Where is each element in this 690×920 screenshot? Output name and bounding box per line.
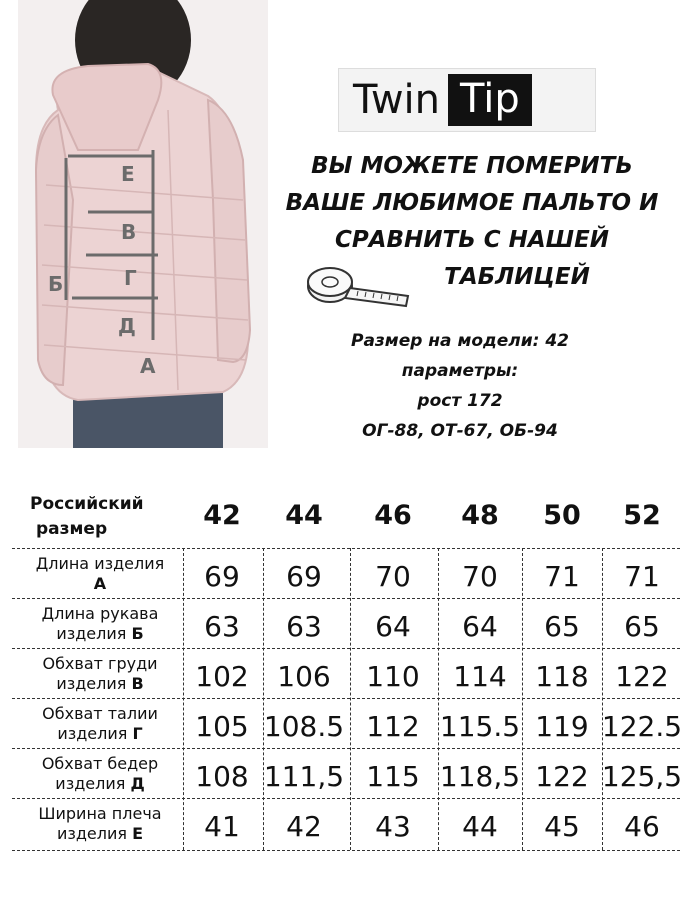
size-header-label bbox=[30, 492, 160, 542]
table-cell: 44 bbox=[462, 810, 498, 843]
table-cell: 64 bbox=[462, 610, 498, 643]
table-cell: 118,5 bbox=[439, 760, 521, 793]
table-row-label: Обхват груди изделия В bbox=[42, 654, 158, 693]
table-column-divider bbox=[522, 548, 523, 850]
table-row-divider bbox=[12, 548, 680, 549]
table-cell: 111,5 bbox=[263, 760, 345, 793]
size-column-header: 42 bbox=[203, 500, 241, 531]
table-cell: 45 bbox=[544, 810, 580, 843]
measure-label-g: Г bbox=[124, 266, 137, 290]
model-info bbox=[300, 326, 620, 446]
size-column-header: 52 bbox=[623, 500, 661, 531]
model-info-line: рост 172 bbox=[417, 391, 503, 411]
table-cell: 69 bbox=[286, 560, 322, 593]
table-cell: 43 bbox=[375, 810, 411, 843]
table-column-divider bbox=[438, 548, 439, 850]
size-header-label-line: Российский bbox=[30, 494, 144, 514]
table-cell: 69 bbox=[204, 560, 240, 593]
size-column-header: 48 bbox=[461, 500, 499, 531]
brand-logo bbox=[338, 68, 596, 132]
table-cell: 125,5 bbox=[601, 760, 683, 793]
table-cell: 65 bbox=[544, 610, 580, 643]
table-cell: 122 bbox=[615, 660, 669, 693]
measure-label-b: Б bbox=[48, 272, 64, 296]
table-cell: 46 bbox=[624, 810, 660, 843]
table-cell: 65 bbox=[624, 610, 660, 643]
headline-line: ВАШЕ ЛЮБИМОЕ ПАЛЬТО И bbox=[285, 190, 659, 216]
size-header-label-line: размер bbox=[36, 519, 108, 539]
table-row-divider bbox=[12, 698, 680, 699]
table-cell: 115 bbox=[366, 760, 420, 793]
model-info-line: параметры: bbox=[401, 361, 519, 381]
table-cell: 63 bbox=[286, 610, 322, 643]
table-column-divider bbox=[350, 548, 351, 850]
model-photo bbox=[18, 0, 268, 448]
table-cell: 41 bbox=[204, 810, 240, 843]
jacket-illustration bbox=[18, 0, 268, 448]
headline-line: ВЫ МОЖЕТЕ ПОМЕРИТЬ bbox=[311, 153, 633, 179]
table-cell: 114 bbox=[453, 660, 507, 693]
logo-word-tip: Tip bbox=[448, 74, 532, 126]
table-cell: 108.5 bbox=[263, 710, 345, 743]
size-column-header: 46 bbox=[374, 500, 412, 531]
table-row-label: Длина изделия А bbox=[35, 554, 165, 593]
table-row-label: Обхват бедер изделия Д bbox=[41, 754, 159, 793]
table-cell: 122 bbox=[535, 760, 589, 793]
measuring-tape-icon bbox=[300, 262, 415, 312]
headline-line: СРАВНИТЬ С НАШЕЙ bbox=[334, 227, 610, 253]
table-cell: 119 bbox=[535, 710, 589, 743]
table-cell: 110 bbox=[366, 660, 420, 693]
table-row-divider bbox=[12, 850, 680, 851]
table-column-divider bbox=[183, 548, 184, 850]
logo-word-twin: Twin bbox=[353, 77, 440, 123]
table-cell: 105 bbox=[195, 710, 249, 743]
table-cell: 102 bbox=[195, 660, 249, 693]
table-row-label: Ширина плеча изделия Е bbox=[38, 804, 162, 843]
table-cell: 112 bbox=[366, 710, 420, 743]
table-row-divider bbox=[12, 648, 680, 649]
size-column-header: 50 bbox=[543, 500, 581, 531]
table-cell: 118 bbox=[535, 660, 589, 693]
headline-line: ТАБЛИЦЕЙ bbox=[444, 264, 590, 290]
table-row-divider bbox=[12, 798, 680, 799]
table-row-label: Длина рукава изделия Б bbox=[41, 604, 159, 643]
table-cell: 42 bbox=[286, 810, 322, 843]
measure-label-a: А bbox=[140, 354, 156, 378]
measure-label-v: В bbox=[121, 220, 137, 244]
table-cell: 70 bbox=[462, 560, 498, 593]
table-cell: 108 bbox=[195, 760, 249, 793]
table-cell: 106 bbox=[277, 660, 331, 693]
table-cell: 63 bbox=[204, 610, 240, 643]
table-cell: 122.5 bbox=[601, 710, 683, 743]
table-row-divider bbox=[12, 598, 680, 599]
model-info-line: ОГ-88, ОТ-67, ОБ-94 bbox=[362, 421, 558, 441]
table-row-label: Обхват талии изделия Г bbox=[42, 704, 158, 743]
measure-label-e: Е bbox=[121, 162, 135, 186]
table-row-divider bbox=[12, 748, 680, 749]
measure-label-d: Д bbox=[118, 314, 136, 338]
table-cell: 70 bbox=[375, 560, 411, 593]
size-column-header: 44 bbox=[285, 500, 323, 531]
table-cell: 71 bbox=[624, 560, 660, 593]
model-info-line: Размер на модели: 42 bbox=[350, 331, 570, 351]
table-column-divider bbox=[263, 548, 264, 850]
table-column-divider bbox=[602, 548, 603, 850]
table-cell: 115.5 bbox=[439, 710, 521, 743]
table-cell: 64 bbox=[375, 610, 411, 643]
table-cell: 71 bbox=[544, 560, 580, 593]
